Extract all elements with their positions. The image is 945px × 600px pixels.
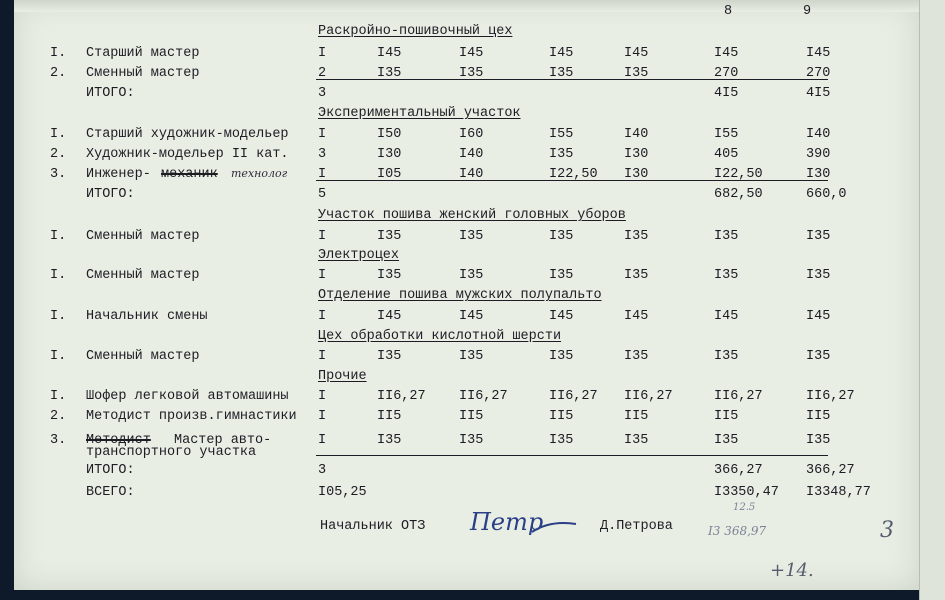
- cell-c1: I: [318, 309, 327, 324]
- row-position-title: Сменный мастер: [86, 66, 200, 81]
- cell-c6: I45: [714, 46, 739, 61]
- row-number: 3.: [50, 167, 67, 182]
- cell-c1: I: [318, 409, 327, 424]
- cell-c7: 390: [806, 147, 831, 162]
- cell-c4: I35: [549, 66, 574, 81]
- cell-c4: I45: [549, 309, 574, 324]
- row-position-title: Сменный мастер: [86, 268, 200, 283]
- cell-c7: I35: [806, 433, 831, 448]
- cell-c7: I40: [806, 127, 831, 142]
- cell-c5: II6,27: [624, 389, 673, 404]
- row-position-title: Старший мастер: [86, 46, 200, 61]
- cell-c1: I: [318, 167, 327, 182]
- cell-c6: 4I5: [714, 86, 739, 101]
- cell-c1: I: [318, 389, 327, 404]
- row-number: I.: [50, 127, 67, 142]
- cell-c3: I35: [459, 268, 484, 283]
- cell-c4: II6,27: [549, 389, 598, 404]
- cell-c2: I45: [377, 46, 402, 61]
- cell-c6: I3350,47: [714, 485, 779, 500]
- sum-rule: [316, 180, 828, 181]
- section-heading: Раскройно-пошивочный цех: [318, 24, 513, 39]
- row-position-title: ИТОГО:: [86, 86, 135, 101]
- signature-role: Начальник ОТЗ: [320, 519, 426, 534]
- cell-c1: 5: [318, 187, 327, 202]
- cell-c7: II5: [806, 409, 831, 424]
- section-heading: Цех обработки кислотной шерсти: [318, 329, 562, 344]
- cell-c6: II5: [714, 409, 739, 424]
- cell-c1: I: [318, 46, 327, 61]
- cell-c7: I35: [806, 268, 831, 283]
- cell-c6: I22,50: [714, 167, 763, 182]
- row-number: I.: [50, 309, 67, 324]
- row-position-title: Сменный мастер: [86, 349, 200, 364]
- cell-c1: 3: [318, 147, 327, 162]
- cell-c6: 366,27: [714, 463, 763, 478]
- row-position-title: ВСЕГО:: [86, 485, 135, 500]
- header-col-9: 9: [803, 4, 812, 19]
- cell-c4: I35: [549, 229, 574, 244]
- cell-c3: I40: [459, 167, 484, 182]
- row-position-title: Мастер авто-: [174, 433, 272, 448]
- row-position-title: Начальник смены: [86, 309, 208, 324]
- cell-c5: I35: [624, 268, 649, 283]
- cell-c1: 3: [318, 86, 327, 101]
- row-position-title: ИТОГО:: [86, 463, 135, 478]
- cell-c1: I: [318, 268, 327, 283]
- cell-c6: I35: [714, 349, 739, 364]
- cell-c5: I35: [624, 349, 649, 364]
- row-position-title: Шофер легковой автомашины: [86, 389, 289, 404]
- section-heading: Участок пошива женский головных уборов: [318, 208, 626, 223]
- cell-c4: I35: [549, 147, 574, 162]
- cell-c7: 660,0: [806, 187, 847, 202]
- section-heading: Электроцех: [318, 248, 400, 263]
- cell-c2: II6,27: [377, 389, 426, 404]
- cell-c2: I35: [377, 66, 402, 81]
- cell-c5: I35: [624, 433, 649, 448]
- cell-c4: I35: [549, 268, 574, 283]
- struck-text: Методист: [86, 433, 151, 448]
- cell-c3: I45: [459, 46, 484, 61]
- cell-c3: I45: [459, 309, 484, 324]
- cell-c7: 270: [806, 66, 831, 81]
- pencil-note: 12.5: [733, 502, 756, 513]
- pencil-mark: 3: [880, 518, 894, 543]
- section-heading: Отделение пошива мужских полупальто: [318, 288, 602, 303]
- cell-c5: I40: [624, 127, 649, 142]
- cell-c4: II5: [549, 409, 574, 424]
- cell-c4: I35: [549, 349, 574, 364]
- cell-c1: I: [318, 229, 327, 244]
- row-number: 2.: [50, 409, 67, 424]
- cell-c1: 3: [318, 463, 327, 478]
- cell-c2: I35: [377, 433, 402, 448]
- pencil-note: I3 368,97: [708, 524, 767, 538]
- row-number: 3.: [50, 433, 67, 448]
- cell-c1: 2: [318, 66, 327, 81]
- cell-c5: I30: [624, 167, 649, 182]
- cell-c1: I: [318, 127, 327, 142]
- cell-c2: I05: [377, 167, 402, 182]
- cell-c6: II6,27: [714, 389, 763, 404]
- cell-c3: I35: [459, 229, 484, 244]
- row-position-title: Инженер-: [86, 167, 151, 182]
- sum-rule: [316, 455, 828, 456]
- cell-c6: 405: [714, 147, 739, 162]
- cell-c3: II6,27: [459, 389, 508, 404]
- row-position-title: Художник-модельер II кат.: [86, 147, 289, 162]
- row-number: I.: [50, 229, 67, 244]
- cell-c7: I45: [806, 46, 831, 61]
- pencil-note: +14.: [770, 560, 814, 581]
- cell-c7: 366,27: [806, 463, 855, 478]
- signature-name: Д.Петрова: [600, 519, 673, 534]
- cell-c2: I35: [377, 229, 402, 244]
- row-number: I.: [50, 46, 67, 61]
- cell-c1: I: [318, 349, 327, 364]
- handwritten-correction: технолог: [231, 167, 288, 180]
- cell-c3: I35: [459, 349, 484, 364]
- page-right-edge: [919, 0, 945, 600]
- page-top-edge: [14, 0, 919, 12]
- cell-c7: I35: [806, 349, 831, 364]
- cell-c2: II5: [377, 409, 402, 424]
- cell-c3: I35: [459, 433, 484, 448]
- cell-c4: I22,50: [549, 167, 598, 182]
- section-heading: Экспериментальный участок: [318, 106, 521, 121]
- row-number: I.: [50, 349, 67, 364]
- cell-c2: I35: [377, 268, 402, 283]
- cell-c7: 4I5: [806, 86, 831, 101]
- cell-c6: I55: [714, 127, 739, 142]
- cell-c7: I35: [806, 229, 831, 244]
- row-number: 2.: [50, 66, 67, 81]
- cell-c5: I35: [624, 229, 649, 244]
- struck-text: механик: [161, 167, 218, 182]
- row-position-title-cont: транспортного участка: [86, 445, 257, 460]
- cell-c6: I45: [714, 309, 739, 324]
- row-position-title: Методист произв.гимнастики: [86, 409, 297, 424]
- row-number: I.: [50, 268, 67, 283]
- cell-c1: I: [318, 433, 327, 448]
- cell-c5: II5: [624, 409, 649, 424]
- cell-c3: I60: [459, 127, 484, 142]
- cell-c5: I35: [624, 66, 649, 81]
- cell-c3: I35: [459, 66, 484, 81]
- sum-rule: [316, 79, 828, 80]
- cell-c2: I30: [377, 147, 402, 162]
- cell-c7: II6,27: [806, 389, 855, 404]
- cell-c7: I45: [806, 309, 831, 324]
- handwritten-signature: Петр: [470, 508, 544, 536]
- cell-c4: I55: [549, 127, 574, 142]
- row-position-title: ИТОГО:: [86, 187, 135, 202]
- header-col-8: 8: [724, 4, 733, 19]
- cell-c2: I45: [377, 309, 402, 324]
- cell-c6: 682,50: [714, 187, 763, 202]
- cell-c3: II5: [459, 409, 484, 424]
- cell-c6: I35: [714, 229, 739, 244]
- row-position-title: Сменный мастер: [86, 229, 200, 244]
- cell-c7: I3348,77: [806, 485, 871, 500]
- cell-c6: 270: [714, 66, 739, 81]
- cell-c5: I30: [624, 147, 649, 162]
- cell-c4: I45: [549, 46, 574, 61]
- row-number: I.: [50, 389, 67, 404]
- cell-c5: I45: [624, 309, 649, 324]
- cell-c7: I30: [806, 167, 831, 182]
- cell-c6: I35: [714, 268, 739, 283]
- cell-c4: I35: [549, 433, 574, 448]
- row-position-title: Старший художник-модельер: [86, 127, 289, 142]
- row-number: 2.: [50, 147, 67, 162]
- cell-c2: I50: [377, 127, 402, 142]
- cell-c6: I35: [714, 433, 739, 448]
- signature-stroke: [530, 514, 580, 536]
- cell-c5: I45: [624, 46, 649, 61]
- section-heading: Прочие: [318, 369, 367, 384]
- cell-c3: I40: [459, 147, 484, 162]
- cell-c2: I35: [377, 349, 402, 364]
- cell-c1: I05,25: [318, 485, 367, 500]
